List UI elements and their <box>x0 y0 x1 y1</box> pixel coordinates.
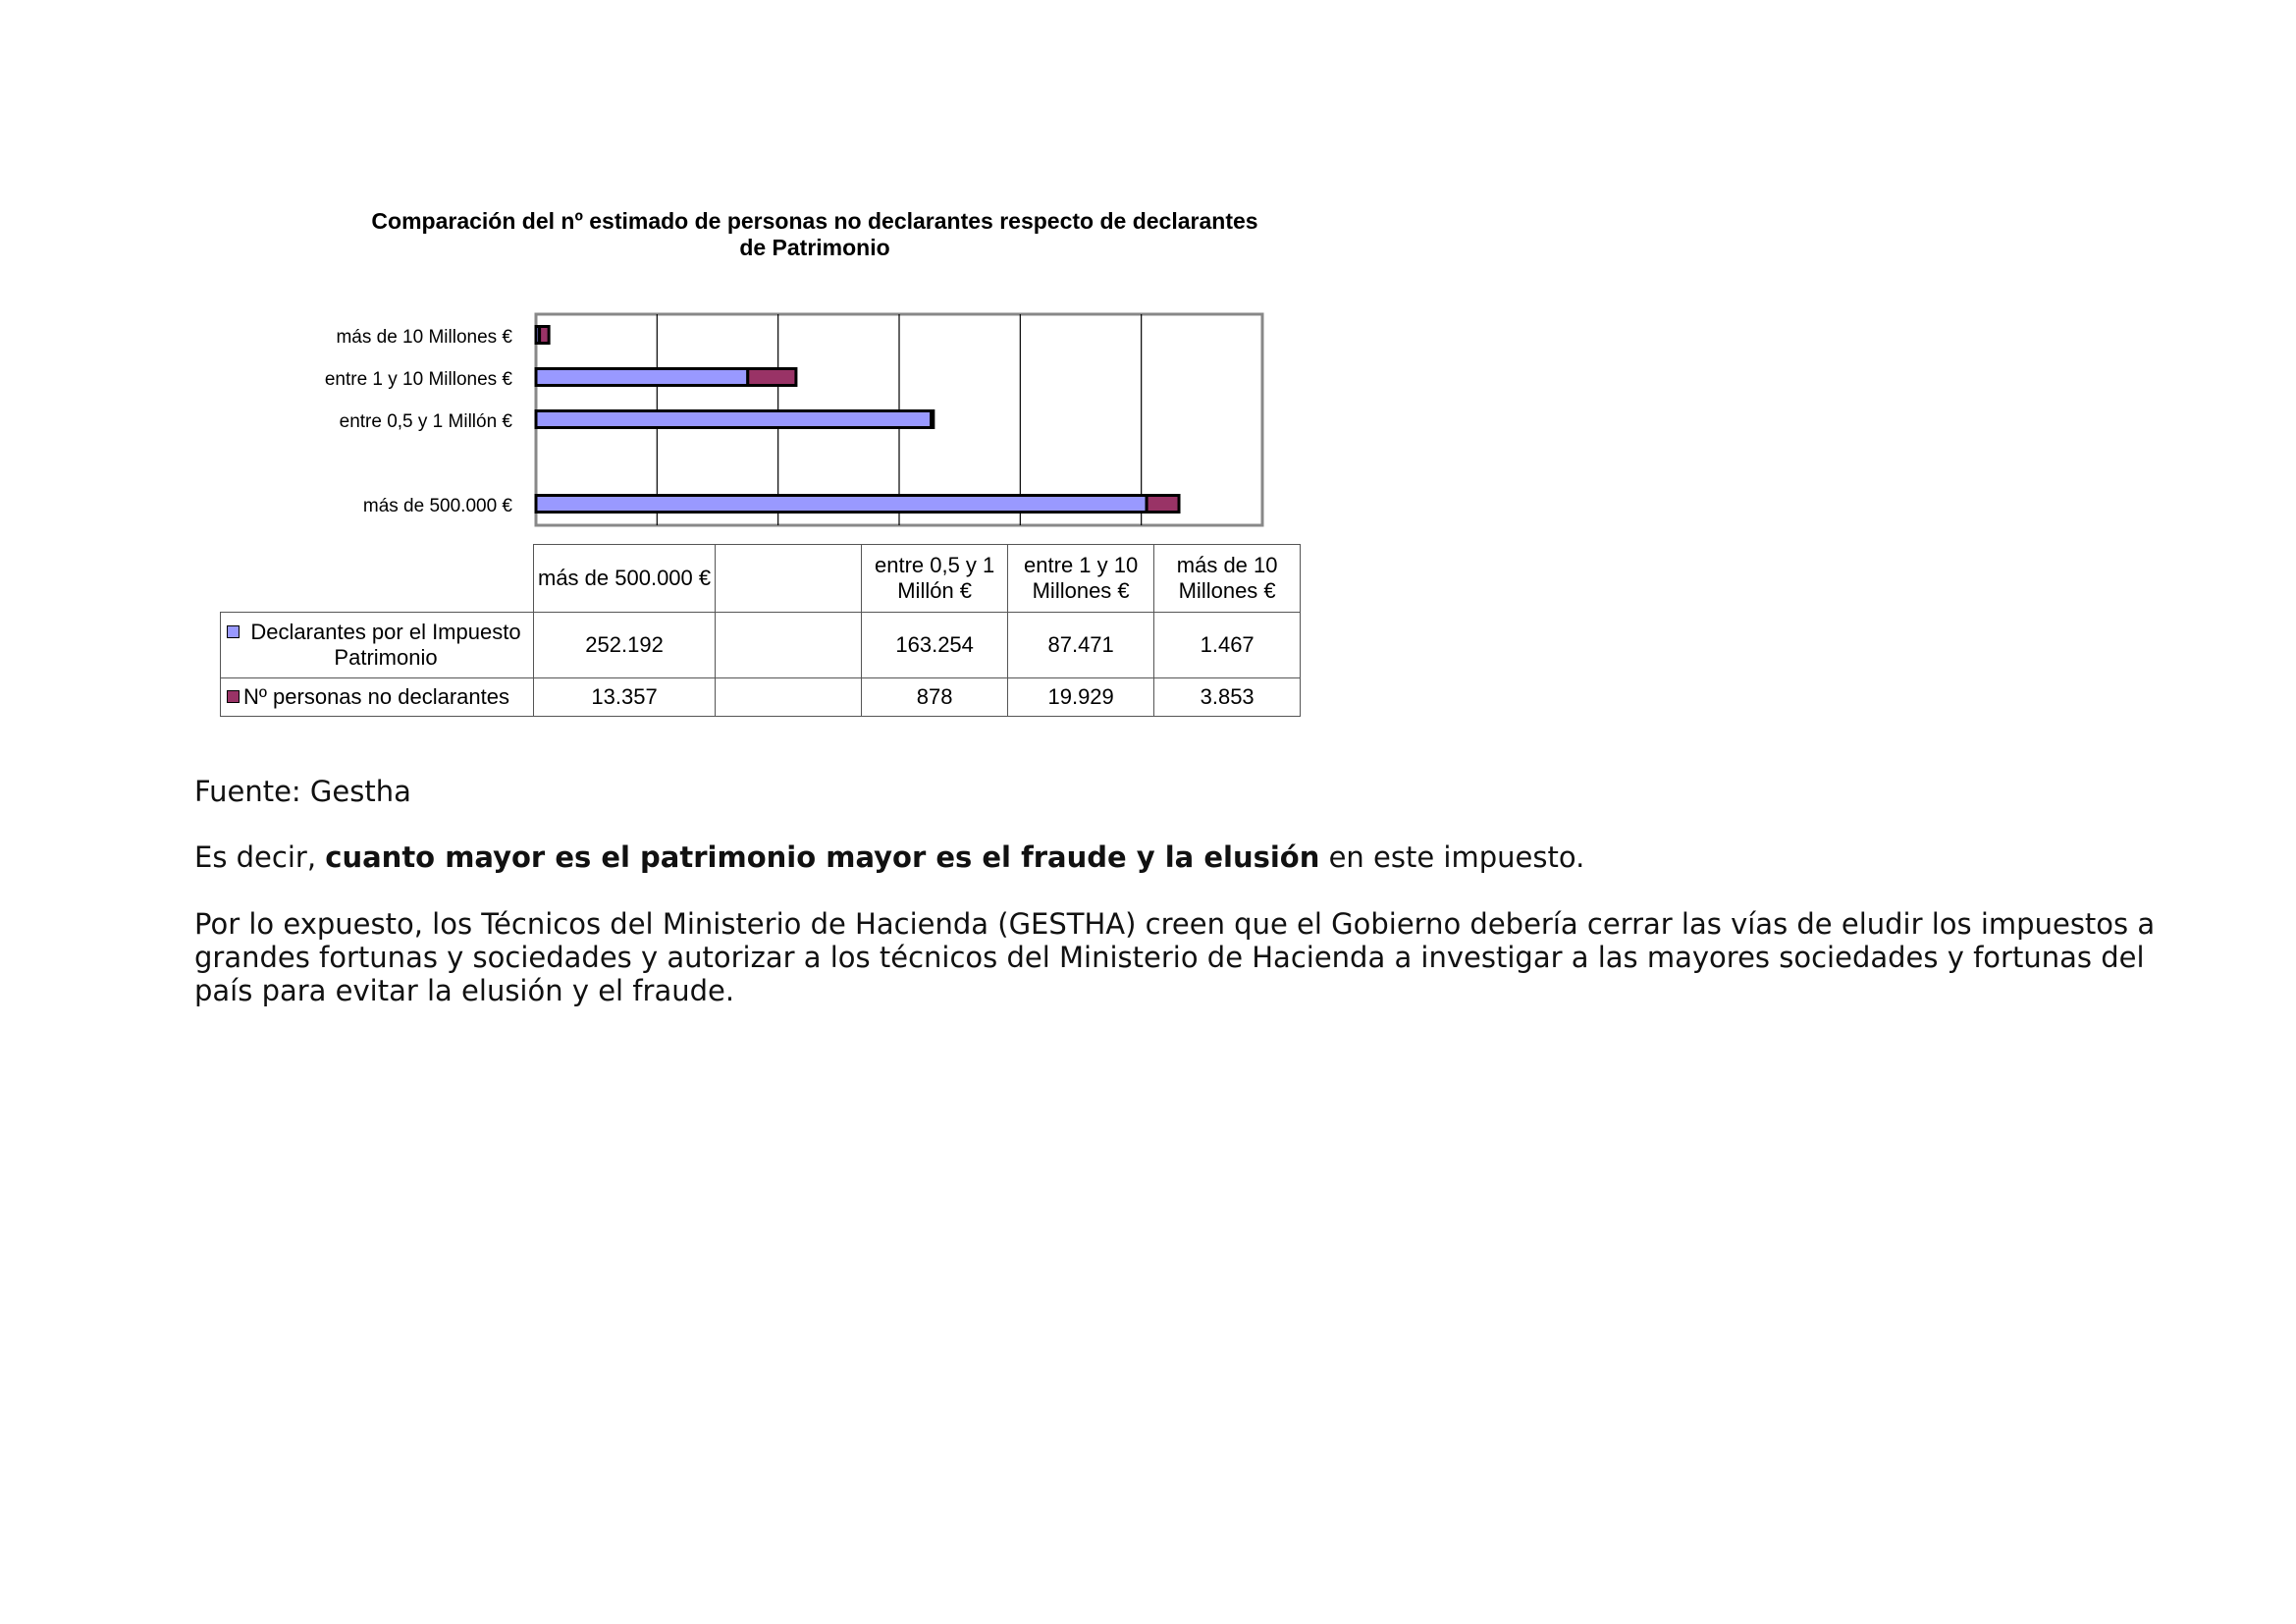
source-note: Fuente: Gestha <box>194 775 411 808</box>
chart-data-table <box>220 544 1301 717</box>
bar-segment <box>1147 496 1179 513</box>
summary-suffix: en este impuesto. <box>1319 840 1585 874</box>
bar-segment <box>536 369 748 386</box>
table-cell-empty <box>716 613 862 678</box>
category-label: entre 1 y 10 Millones € <box>324 369 512 390</box>
series-name-declarantes: Declarantes por el Impuesto Patrimonio <box>250 620 521 670</box>
table-cell: 252.192 <box>534 613 716 678</box>
table-corner-cell <box>221 545 534 613</box>
conclusion-paragraph: Por lo expuesto, los Técnicos del Ministerio de Hacienda (GESTHA) creen que el Gobierno debería cerrar las vías de eludir los impuestos a grandes fortunas y sociedades y autorizar a los técnicos del Ministerio de Hacienda a investigar a las mayores sociedades y fortunas del país para evitar la elusión y el fraude. <box>194 907 2156 1007</box>
legend-swatch-no-declarantes <box>227 690 240 703</box>
category-label: entre 0,5 y 1 Millón € <box>339 411 512 432</box>
table-row-no-declarantes <box>221 678 1301 717</box>
summary-emphasis: cuanto mayor es el patrimonio mayor es el fraude y la elusión <box>325 840 1320 874</box>
table-header-row <box>221 545 1301 613</box>
table-cell: 878 <box>862 678 1008 717</box>
table-header-cell: más de 10 Millones € <box>1154 545 1301 613</box>
table-cell: 87.471 <box>1008 613 1154 678</box>
table-cell: 1.467 <box>1154 613 1301 678</box>
chart-title-line-2: de Patrimonio <box>739 235 890 260</box>
bar-segment <box>748 369 796 386</box>
table-cell: 13.357 <box>534 678 716 717</box>
chart-title-line-1: Comparación del nº estimado de personas no declarantes respecto de declarantes <box>371 208 1258 234</box>
category-label: más de 500.000 € <box>362 496 512 516</box>
series-name-no-declarantes: Nº personas no declarantes <box>243 684 509 709</box>
table-cell: 3.853 <box>1154 678 1301 717</box>
bar-segment <box>536 496 1147 513</box>
table-header-cell: entre 1 y 10 Millones € <box>1008 545 1154 613</box>
legend-swatch-declarantes <box>227 625 240 638</box>
table-cell-empty <box>716 678 862 717</box>
series-label-no-declarantes <box>221 678 534 717</box>
series-label-declarantes <box>221 613 534 678</box>
table-header-cell: entre 0,5 y 1 Millón € <box>862 545 1008 613</box>
table-header-cell <box>716 545 862 613</box>
table-header-cell: más de 500.000 € <box>534 545 716 613</box>
table-row-declarantes <box>221 613 1301 678</box>
category-label: más de 10 Millones € <box>336 327 512 348</box>
summary-prefix: Es decir, <box>194 840 326 874</box>
bar-segment <box>540 327 550 344</box>
table-cell: 19.929 <box>1008 678 1154 717</box>
summary-sentence <box>194 840 1584 874</box>
bar-segment <box>932 411 934 428</box>
bar-segment <box>536 411 932 428</box>
table-cell: 163.254 <box>862 613 1008 678</box>
